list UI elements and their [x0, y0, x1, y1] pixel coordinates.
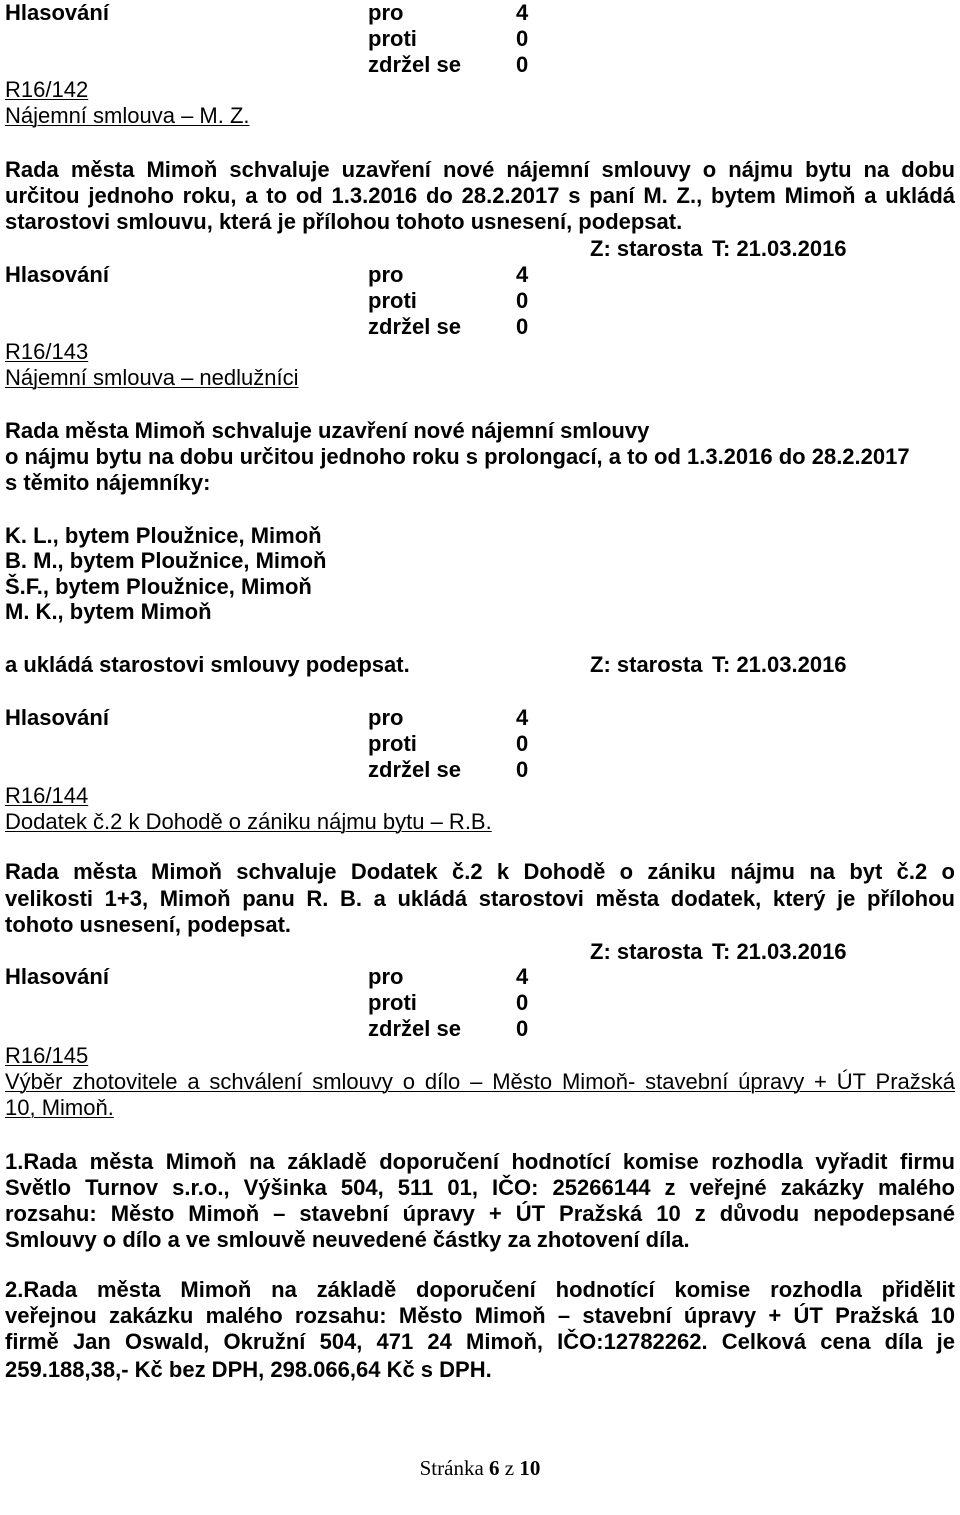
page-total: 10 [519, 1456, 541, 1480]
resolution-text-line: Rada města Mimoň schvaluje uzavření nové nájemní smlouvy [5, 418, 650, 443]
vote-abstain-label: zdržel se [368, 52, 461, 77]
resolution-number: R16/143 [5, 339, 89, 364]
vote-against-count: 0 [516, 288, 529, 313]
vote-block [0, 705, 600, 783]
vote-for-label: pro [368, 0, 404, 25]
resolution-point-line: Světlo Turnov s.r.o., Výšinka 504, 511 01, IČO: 25266144 z veřejné zakázky malého [5, 1175, 955, 1200]
resolution-text-line: tohoto usnesení, podepsat. [5, 912, 292, 937]
vote-against-label: proti [368, 990, 417, 1015]
resolution-title: Nájemní smlouva – M. Z. [5, 103, 250, 128]
resolution-point-line: firmě Jan Oswald, Okružní 504, 471 24 Mimoň, IČO:12782262. Celková cena díla je [5, 1329, 955, 1354]
vote-against-label: proti [368, 288, 417, 313]
resolution-point-line: rozsahu: Město Mimoň – stavební úpravy + ÚT Pražská 10 z důvodu nepodepsané [5, 1201, 955, 1226]
vote-for-count: 4 [516, 705, 529, 730]
resolution-text-line: o nájmu bytu na dobu určitou jednoho roku s prolongací, a to od 1.3.2016 do 28.2.2017 [5, 444, 910, 469]
page-footer [0, 1455, 960, 1481]
vote-block [0, 0, 600, 78]
resolution-point-line: 259.188,38,- Kč bez DPH, 298.066,64 Kč s DPH. [5, 1357, 492, 1382]
resolution-title: Nájemní smlouva – nedlužníci [5, 365, 299, 390]
resolution-text-line: s těmito nájemníky: [5, 470, 211, 495]
resolution-text-line: starostovi smlouvu, která je přílohou tohoto usnesení, podepsat. [5, 209, 683, 234]
vote-abstain-count: 0 [516, 314, 529, 339]
tenant-item: Š.F., bytem Ploužnice, Mimoň [5, 574, 312, 599]
tenant-item: B. M., bytem Ploužnice, Mimoň [5, 548, 327, 573]
vote-abstain-count: 0 [516, 1016, 529, 1041]
page-of-label: z [504, 1456, 515, 1480]
deadline: T: 21.03.2016 [712, 652, 847, 677]
vote-for-count: 4 [516, 262, 529, 287]
vote-heading: Hlasování [5, 262, 109, 287]
deadline: T: 21.03.2016 [712, 236, 847, 261]
resolution-point-line: 2.Rada města Mimoň na základě doporučení hodnotící komise rozhodla přidělit [5, 1277, 955, 1302]
page-number: 6 [489, 1456, 500, 1480]
tenant-item: M. K., bytem Mimoň [5, 599, 212, 624]
vote-block [0, 964, 600, 1042]
resolution-title: Dodatek č.2 k Dohodě o zániku nájmu bytu – R.B. [5, 809, 492, 834]
resolution-title: Výběr zhotovitele a schválení smlouvy o dílo – Město Mimoň- stavební úpravy + ÚT Pražská [5, 1069, 955, 1094]
responsible-person: Z: starosta [590, 939, 703, 964]
resolution-text-line: Rada města Mimoň schvaluje Dodatek č.2 k Dohodě o zániku nájmu na byt č.2 o [5, 859, 955, 884]
vote-against-count: 0 [516, 26, 529, 51]
resolution-point-line: Smlouvy o dílo a ve smlouvě neuvedené částky za zhotovení díla. [5, 1227, 690, 1252]
vote-block [0, 262, 600, 340]
vote-heading: Hlasování [5, 964, 109, 989]
vote-against-count: 0 [516, 990, 529, 1015]
deadline: T: 21.03.2016 [712, 939, 847, 964]
vote-for-label: pro [368, 964, 404, 989]
vote-against-count: 0 [516, 731, 529, 756]
vote-abstain-label: zdržel se [368, 314, 461, 339]
vote-abstain-label: zdržel se [368, 757, 461, 782]
resolution-text-line: určitou jednoho roku, a to od 1.3.2016 do 28.2.2017 s paní M. Z., bytem Mimoň a ukládá [5, 183, 955, 208]
vote-abstain-count: 0 [516, 52, 529, 77]
resolution-text-line: velikosti 1+3, Mimoň panu R. B. a ukládá starostovi města dodatek, který je přílohou [5, 886, 955, 911]
resolution-number: R16/142 [5, 77, 89, 102]
responsible-person: Z: starosta [590, 236, 703, 261]
vote-abstain-count: 0 [516, 757, 529, 782]
resolution-number: R16/145 [5, 1043, 89, 1068]
page-label: Stránka [419, 1456, 484, 1480]
vote-against-label: proti [368, 26, 417, 51]
vote-against-label: proti [368, 731, 417, 756]
resolution-number: R16/144 [5, 783, 89, 808]
vote-for-count: 4 [516, 0, 529, 25]
vote-for-label: pro [368, 705, 404, 730]
resolution-closing: a ukládá starostovi smlouvy podepsat. [5, 652, 410, 677]
vote-abstain-label: zdržel se [368, 1016, 461, 1041]
tenant-item: K. L., bytem Ploužnice, Mimoň [5, 523, 322, 548]
vote-for-count: 4 [516, 964, 529, 989]
responsible-person: Z: starosta [590, 652, 703, 677]
resolution-text-line: Rada města Mimoň schvaluje uzavření nové nájemní smlouvy o nájmu bytu na dobu [5, 157, 955, 182]
resolution-point-line: veřejnou zakázku malého rozsahu: Město Mimoň – stavební úpravy + ÚT Pražská 10 [5, 1303, 955, 1328]
vote-for-label: pro [368, 262, 404, 287]
vote-heading: Hlasování [5, 705, 109, 730]
resolution-title: 10, Mimoň. [5, 1095, 114, 1120]
vote-heading: Hlasování [5, 0, 109, 25]
resolution-point-line: 1.Rada města Mimoň na základě doporučení hodnotící komise rozhodla vyřadit firmu [5, 1149, 955, 1174]
